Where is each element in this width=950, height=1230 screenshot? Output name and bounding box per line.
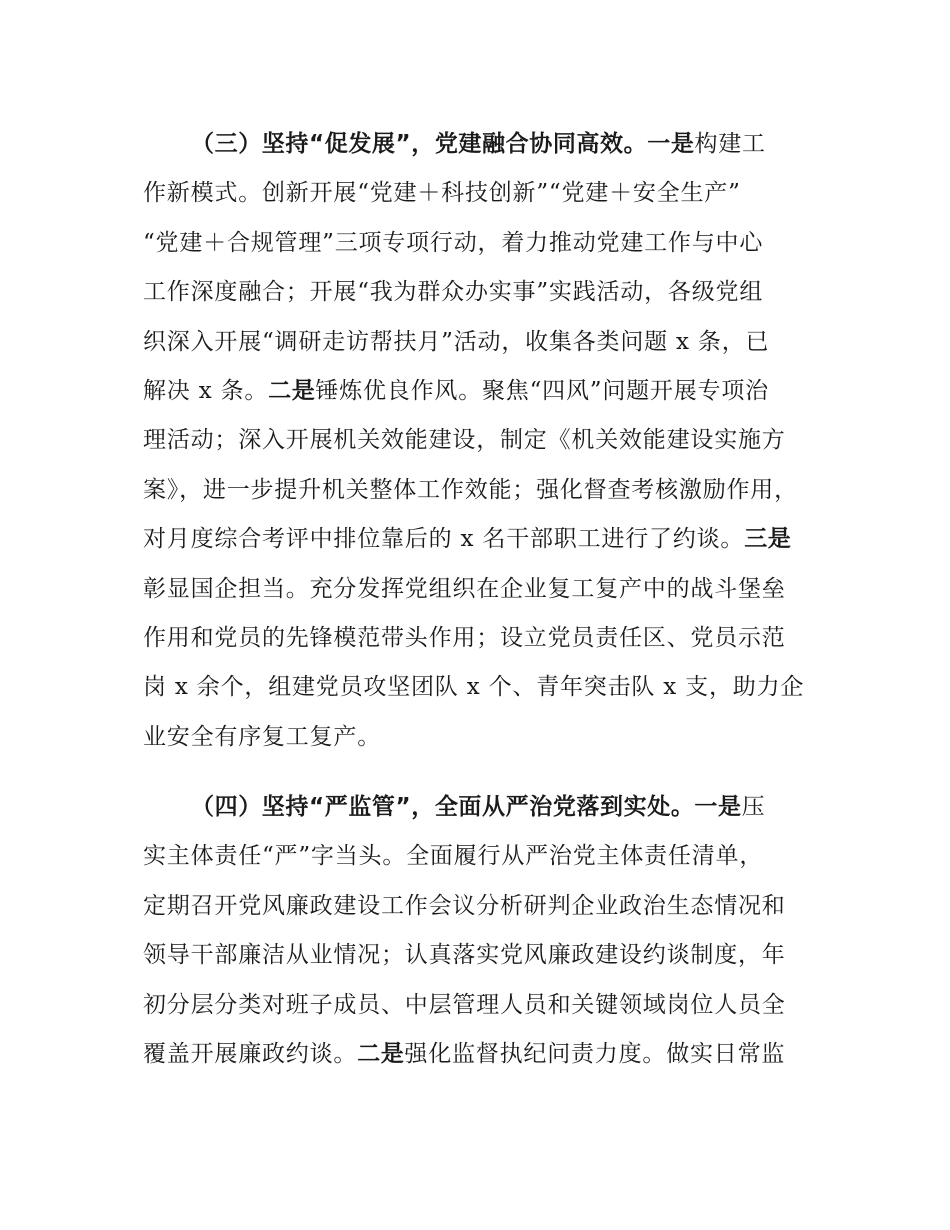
text-run: 实主体责任“严”字当头。全面履行从严治党主体责任清单，: [143, 843, 764, 870]
text-line: [143, 565, 808, 614]
text-line: [143, 663, 808, 712]
text-line: [143, 981, 808, 1030]
text-run: 领导干部廉洁从业情况；认真落实党风廉政建设约谈制度，年: [143, 942, 786, 969]
bold-text-run: 二是: [357, 1040, 405, 1067]
text-run: 工作深度融合；开展“我为群众办实事”实践活动，各级党组: [143, 279, 764, 306]
text-run: 强化监督执纪问责力度。做实日常监: [404, 1040, 786, 1067]
text-run: 岗 x 余个，组建党员攻坚团队 x 个、青年突击队 x 支，助力企: [143, 674, 805, 701]
text-line: [143, 783, 808, 832]
text-run: 对月度综合考评中排位靠后的 x 名干部职工进行了约谈。: [143, 526, 745, 553]
bold-text-run: （四）坚持“严监管”，全面从严治党落到实处。一是: [191, 794, 742, 820]
text-run: 解决 x 条。: [143, 377, 269, 404]
text-run: 织深入开展“调研走访帮扶月”活动，收集各类问题 x 条，已: [143, 328, 770, 355]
text-line: [143, 268, 808, 317]
text-line: [143, 931, 808, 980]
text-run: 构建工: [694, 131, 766, 157]
text-run: 初分层分类对班子成员、中层管理人员和关键领域岗位人员全: [143, 991, 786, 1018]
text-line: [143, 169, 808, 218]
paragraph-section-4: [143, 783, 808, 1079]
text-run: 覆盖开展廉政约谈。: [143, 1040, 358, 1067]
text-line: [143, 1030, 808, 1079]
text-run: 业安全有序复工复产。: [143, 723, 381, 750]
text-run: 锤炼优良作风。聚焦“四风”问题开展专项治: [315, 377, 769, 404]
text-line: [143, 416, 808, 465]
text-line: [143, 614, 808, 663]
text-line: [143, 219, 808, 268]
text-line: [143, 318, 808, 367]
bold-text-run: 二是: [268, 377, 316, 404]
text-run: 作新模式。创新开展“党建＋科技创新”“党建＋安全生产”: [143, 180, 741, 207]
paragraph-section-3: [143, 120, 808, 762]
text-line: [143, 120, 808, 169]
bold-text-run: （三）坚持“促发展”，党建融合协同高效。一是: [191, 131, 695, 157]
text-run: 定期召开党风廉政建设工作会议分析研判企业政治生态情况和: [143, 892, 786, 919]
text-line: [143, 713, 808, 762]
text-run: 作用和党员的先锋模范带头作用；设立党员责任区、党员示范: [143, 624, 786, 651]
text-line: [143, 832, 808, 881]
text-run: 压: [741, 794, 766, 820]
text-run: “党建＋合规管理”三项专项行动，着力推动党建工作与中心: [143, 229, 764, 256]
text-run: 案》，进一步提升机关整体工作效能；强化督查考核激励作用，: [143, 476, 798, 503]
text-line: [143, 367, 808, 416]
text-line: [143, 882, 808, 931]
bold-text-run: 三是: [744, 526, 792, 553]
text-line: [143, 515, 808, 564]
text-run: 彰显国企担当。充分发挥党组织在企业复工复产中的战斗堡垒: [143, 575, 786, 602]
text-run: 理活动；深入开展机关效能建设，制定《机关效能建设实施方: [143, 427, 786, 454]
text-line: [143, 466, 808, 515]
